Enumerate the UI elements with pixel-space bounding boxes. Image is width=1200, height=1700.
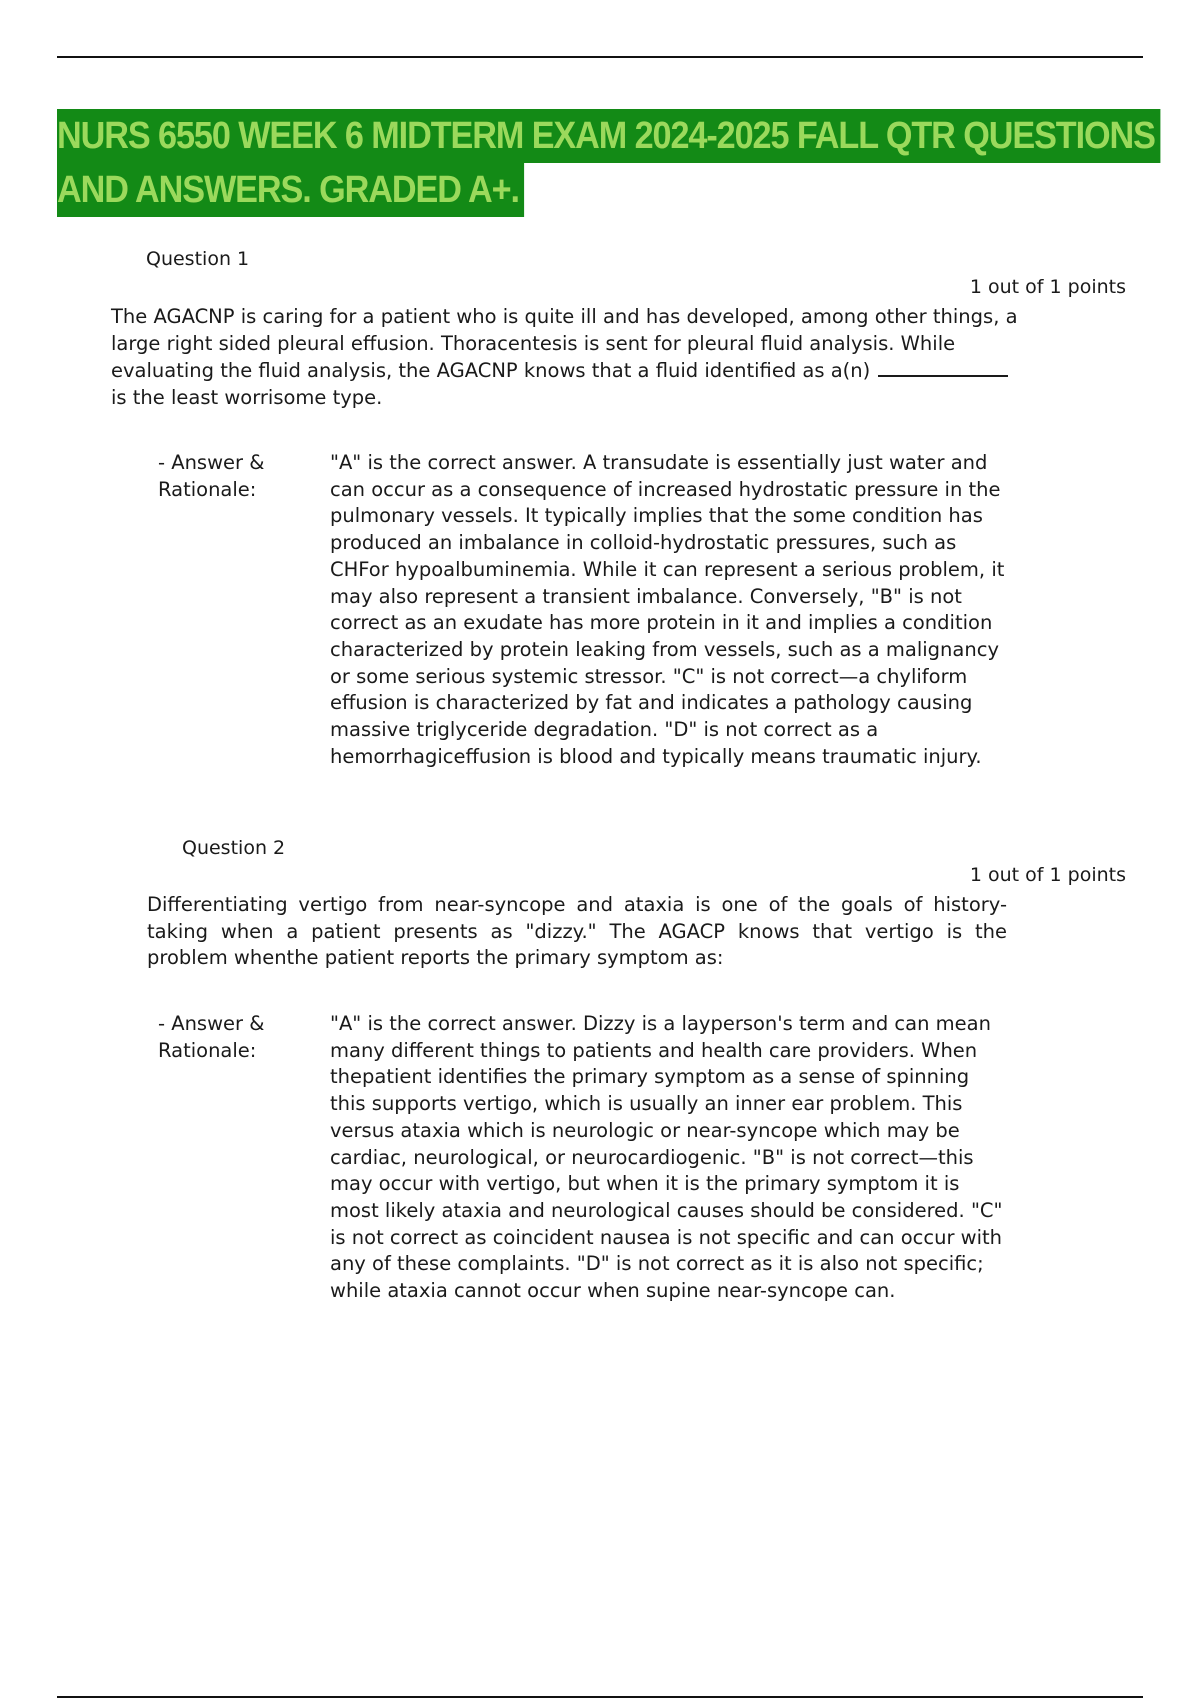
question-2-points: 1 out of 1 points xyxy=(969,864,1126,886)
question-2-answer-label: - Answer & Rationale: xyxy=(158,1012,265,1062)
document-title-line-2: AND ANSWERS. GRADED A+. xyxy=(57,163,524,217)
question-1-stem-end: is the least worrisome type. xyxy=(111,385,383,409)
question-1-answer-label: - Answer & Rationale: xyxy=(158,451,265,501)
question-1-points: 1 out of 1 points xyxy=(969,276,1126,298)
question-2-answer-rationale: "A" is the correct answer. Dizzy is a layperson's term and can mean many different things to patients and health care providers. When thepatient identifies the primary symptom as a sense of spinning this supports vertigo, which is usually an inner ear problem. This versus ataxia which is neurologic or near-syncope which may be cardiac, neurological, or neurocardiogenic. "B" is not correct—this may occur with vertigo, but when it is the primary symptom it is most likely ataxia and neurological causes should be considered. "C" is not correct as coincident nausea is not specific and can occur with any of these complaints. "D" is not correct as it is also not specific; while ataxia cannot occur when supine near-syncope can. xyxy=(330,1012,1003,1303)
question-1-label: Question 1 xyxy=(146,248,250,270)
question-1-answer-rationale: "A" is the correct answer. A transudate is essentially just water and can occur as a consequence of increased hydrostatic pressure in the pulmonary vessels. It typically implies that the some condition has produced an imbalance in colloid-hydrostatic pressures, such as CHFor hypoalbuminemia. While it can represent a serious problem, it may also represent a transient imbalance. Conversely, "B" is not correct as an exudate has more protein in it and implies a condition characterized by protein leaking from vessels, such as a malignancy or some serious systemic stressor. "C" is not correct—a chyliform effusion is characterized by fat and indicates a pathology causing massive triglyceride degradation. "D" is not correct as a hemorrhagiceffusion is blood and typically means traumatic injury. xyxy=(330,451,1005,768)
bottom-rule xyxy=(57,1696,1143,1698)
answer-blank xyxy=(878,357,1008,377)
document-title-line-1: NURS 6550 WEEK 6 MIDTERM EXAM 2024-2025 FALL QTR QUESTIONS xyxy=(57,109,1160,163)
question-1-text xyxy=(111,304,1021,411)
top-rule xyxy=(57,56,1143,58)
question-1-stem: The AGACNP is caring for a patient who is quite ill and has developed, among other things, a large right sided pleural effusion. Thoracentesis is sent for pleural fluid analysis. While evaluating the fluid analysis, the AGACNP knows that a fluid identified as a(n) xyxy=(111,305,1018,382)
question-2-text: Differentiating vertigo from near-syncope and ataxia is one of the goals of history-taking when a patient presents as "dizzy." The AGACP knows that vertigo is the problem whenthe patient reports the primary symptom as: xyxy=(147,893,1007,969)
question-2-label: Question 2 xyxy=(182,837,286,859)
